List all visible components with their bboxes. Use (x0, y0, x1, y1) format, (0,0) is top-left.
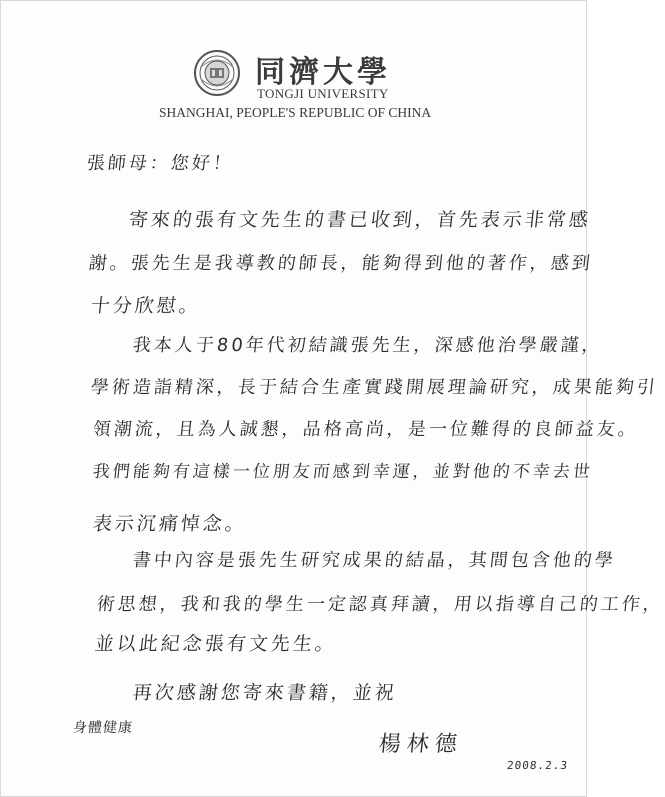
letter-line: 書中內容是張先生研究成果的結晶，其間包含他的學 (131, 550, 617, 571)
letter-line: 寄來的張有文先生的書已收到，首先表示非常感 (127, 209, 593, 231)
letter-date: 2008.2.3 (506, 759, 569, 772)
letter-line: 我們能夠有這樣一位朋友而感到幸運，並對他的不幸去世 (91, 462, 594, 482)
closing-note: 身體健康 (72, 720, 134, 736)
letter-line: 謝。張先生是我導教的師長，能夠得到他的著作，感到 (87, 253, 594, 274)
letterhead (1, 39, 588, 134)
letter-line: 並以此紀念張有文先生。 (93, 633, 339, 655)
letter-greeting: 張師母：您好！ (85, 153, 235, 174)
university-address: SHANGHAI, PEOPLE'S REPUBLIC OF CHINA (159, 105, 432, 120)
letter-line: 術思想，我和我的學生一定認真拜讀，用以指導自己的工作， (95, 594, 665, 615)
letter-line: 再次感謝您寄來書籍，並祝 (131, 682, 399, 704)
university-name-chinese: 同濟大學 (255, 55, 391, 90)
university-seal-icon (193, 49, 241, 97)
letter-line: 學術造詣精深，長于結合生產實踐開展理論研究，成果能夠引 (89, 377, 659, 398)
signature: 楊林德 (377, 732, 465, 757)
university-name-english: TONGJI UNIVERSITY (257, 86, 389, 101)
letter-line: 我本人于80年代初結識張先生，深感他治學嚴謹， (131, 335, 604, 356)
letter-line: 十分欣慰。 (89, 295, 203, 317)
letter-line: 表示沉痛悼念。 (91, 513, 249, 535)
letter-line: 領潮流，且為人誠懇，品格高尚，是一位難得的良師益友。 (91, 419, 640, 440)
